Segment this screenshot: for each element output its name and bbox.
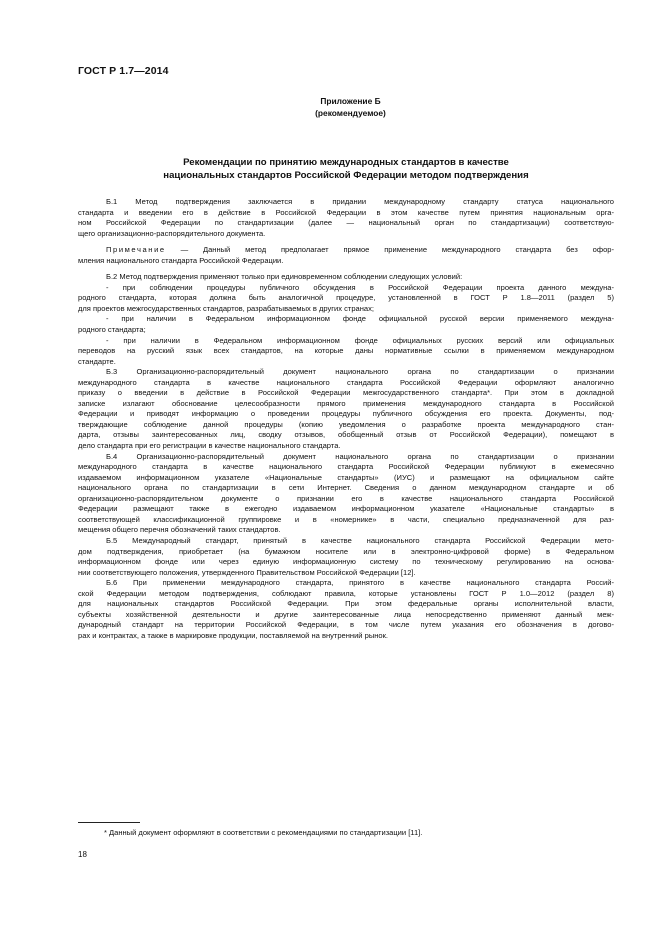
text-line: субъекты хозяйственной деятельности и другие заинтересованные лица непосредственно применяют данный меж- bbox=[78, 609, 614, 619]
document-body bbox=[78, 197, 614, 641]
note-label: Примечание bbox=[106, 245, 166, 255]
note bbox=[78, 245, 614, 266]
text-line: стандарта и введении его в действие в Российской Федерации в этом качестве путем принятия национальным орга- bbox=[78, 207, 614, 217]
text-line: информационном фонде или через единую информационную систему по техническому регулированию на основа- bbox=[78, 557, 614, 567]
text-line: мещения общего перечня обозначений таких стандартов. bbox=[78, 525, 281, 535]
text-line: для проектов межгосударственных стандартов, разрабатываемых в других странах; bbox=[78, 303, 374, 313]
text-line: дом подтверждения, приобретает (на бумажном носителе или в электронно-цифровой форме) в Федеральном bbox=[78, 546, 614, 556]
document-header: ГОСТ Р 1.7—2014 bbox=[78, 65, 169, 77]
text-line: стандарте. bbox=[78, 356, 116, 366]
paragraph-b4 bbox=[78, 452, 614, 536]
text-line: Б.6 При применении международного стандарта, принятого в качестве национального стандарта Россий- bbox=[106, 578, 614, 588]
text-line: международного стандарта в качестве национального стандарта Российской Федерации публикуют в ежемесячно bbox=[78, 462, 614, 472]
section-title-line: национальных стандартов Российской Федерации методом подтверждения bbox=[163, 170, 529, 181]
text-line: дело стандарта при его регистрации в качестве национального стандарта. bbox=[78, 441, 341, 451]
paragraph-b3 bbox=[78, 367, 614, 451]
note-text: — Данный метод предполагает прямое применение международного стандарта без офор- bbox=[165, 245, 614, 255]
text-line: ном Российской Федерации по стандартизации (далее — национальный орган по стандартизации) соответствую- bbox=[78, 218, 614, 228]
text-line: Б.5 Международный стандарт, принятый в качестве национального стандарта Российской Федерации мето- bbox=[106, 535, 614, 545]
text-line: приказу о введении в действие в Российской Федерации межгосударственного стандарта*. При этом в докладной bbox=[78, 388, 614, 398]
text-line: Б.1 Метод подтверждения заключается в придании международному стандарту статуса национального bbox=[106, 197, 614, 206]
text-line: соответствующей классификационной группировке и в «номернике» в части, специально предназначенной для раз- bbox=[78, 514, 614, 524]
annex-status: (рекомендуемое) bbox=[315, 108, 386, 118]
text-line bbox=[78, 245, 614, 256]
text-line: Б.4 Организационно-распорядительный документ национального органа по стандартизации о признании bbox=[106, 451, 614, 461]
section-title-line: Рекомендации по принятию международных стандартов в качестве bbox=[183, 157, 509, 168]
text-line: переводов на русский язык всех стандартов, на которые даны нормативные ссылки в применяемом международном bbox=[78, 346, 614, 356]
text-line: щего организационно-распорядительного документа. bbox=[78, 228, 266, 238]
section-title bbox=[78, 156, 614, 182]
text-line: тверждающие соблюдение данной процедуры (копию уведомления о разработке проекта международного стан- bbox=[78, 419, 614, 429]
text-line: нии соответствующего положения, утвержденного Правительством Российской Федерации [12]. bbox=[78, 567, 416, 577]
footnote-divider bbox=[78, 822, 140, 823]
page-number: 18 bbox=[78, 850, 87, 859]
text-line: родного стандарта, которая должна быть аналогичной процедуре, установленной в ГОСТ Р 1.8—2011 (раздел 5) bbox=[78, 293, 614, 303]
text-line: издаваемом информационном указателе «Национальные стандарты» (ИУС) и размещают на официальном сайте bbox=[78, 472, 614, 482]
paragraph-b1 bbox=[78, 197, 614, 239]
paragraph-b2 bbox=[78, 272, 614, 367]
text-line: национального органа по стандартизации в сети Интернет. Сведения о данном международном стандарте и об bbox=[78, 483, 614, 493]
text-line: Федерации и приводят информацию о проведении процедуры публичного обсуждения его проекта. Документы, под- bbox=[78, 409, 614, 419]
text-line: Б.3 Организационно-распорядительный документ национального органа по стандартизации о признании bbox=[106, 367, 614, 377]
text-line: дународный стандарт на территории Российской Федерации, в том числе путем указания его обозначения в догово- bbox=[78, 620, 614, 630]
text-line: записке излагают обоснование целесообразности прямого применения международного стандарта в Российской bbox=[78, 398, 614, 408]
paragraph-b5 bbox=[78, 536, 614, 578]
text-line: Б.2 Метод подтверждения применяют только при единовременном соблюдении следующих условий: bbox=[106, 272, 463, 282]
text-line: - при соблюдении процедуры публичного обсуждения в Российской Федерации проекта данного междуна- bbox=[106, 282, 614, 292]
text-line: родного стандарта; bbox=[78, 325, 146, 335]
footnote: * Данный документ оформляют в соответствии с рекомендациями по стандартизации [11]. bbox=[104, 828, 423, 837]
text-line: - при наличии в Федеральном информационном фонде официальной русской версии применяемого междуна- bbox=[106, 314, 614, 324]
text-line: международного стандарта в качестве национального стандарта Российской Федерации оформляют аналогично bbox=[78, 377, 614, 387]
text-line: ской Федерации методом подтверждения, соблюдают правила, которые установлены ГОСТ Р 1.0—2012 (раздел 8) bbox=[78, 588, 614, 598]
text-line: Федерации размещают также в ежегодно издаваемом информационном указателе «Национальные стандарты» в bbox=[78, 504, 614, 514]
text-line: дарта, отзывы заинтересованных лиц, сводку отзывов, обобщенный отзыв от Российской Федерации), помещают в bbox=[78, 430, 614, 440]
text-line: для национальных стандартов Российской Федерации. При этом федеральные органы исполнительной власти, bbox=[78, 599, 614, 609]
annex-label: Приложение Б bbox=[320, 96, 381, 106]
text-line: организационно-распорядительном документе о признании его в качестве национального стандарта Российской bbox=[78, 493, 614, 503]
paragraph-b6 bbox=[78, 578, 614, 641]
text-line: мления национального стандарта Российской Федерации. bbox=[78, 255, 284, 265]
text-line: - при наличии в Федеральном информационном фонде официальных русских версий или официальных bbox=[106, 335, 614, 345]
text-line: рах и контрактах, а также в маркировке продукции, поставляемой на внутренний рынок. bbox=[78, 630, 389, 640]
